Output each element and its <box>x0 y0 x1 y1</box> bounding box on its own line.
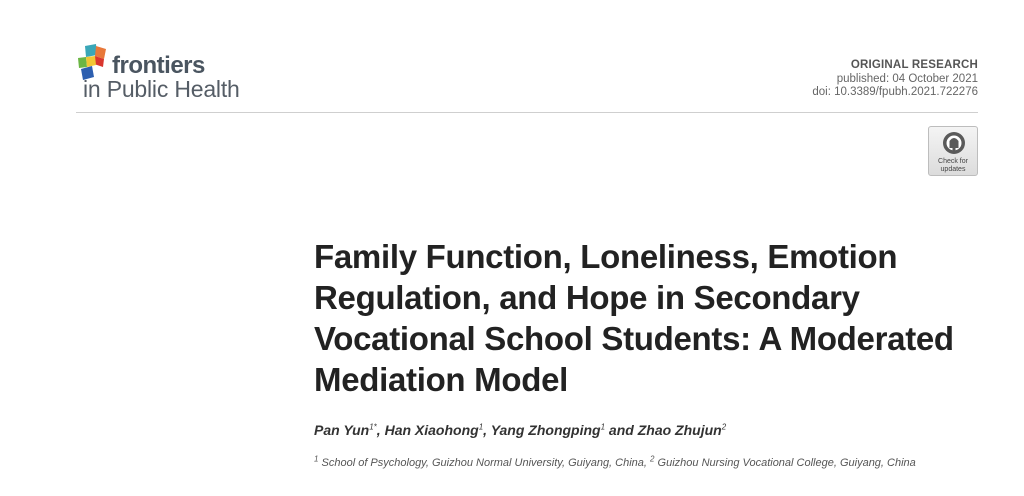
author-name[interactable]: Han Xiaohong <box>384 422 479 438</box>
author-affiliation-marker: 2 <box>721 422 727 432</box>
article-type: ORIGINAL RESEARCH <box>850 59 978 71</box>
author-name[interactable]: Pan Yun <box>314 422 370 438</box>
header-divider <box>76 112 978 113</box>
author-name[interactable]: Zhao Zhujun <box>637 422 722 438</box>
journal-brand: frontiers <box>112 52 205 79</box>
affiliation-text: School of Psychology, Guizhou Normal University, Guiyang, China, <box>318 457 651 469</box>
author-affiliation-marker: 1* <box>369 422 377 432</box>
author-list <box>314 422 1004 438</box>
article-title: Family Function, Loneliness, Emotion Regulation, and Hope in Secondary Vocational School Students: A Moderated Mediation Model <box>314 238 954 398</box>
affiliation-marker: 1 <box>314 454 319 464</box>
author-separator: , <box>483 422 491 438</box>
author-affiliation-marker: 1 <box>600 422 606 432</box>
author-separator: and <box>605 422 638 438</box>
affiliation-text: Guizhou Nursing Vocational College, Guiyang, China <box>654 457 916 469</box>
published-date: published: 04 October 2021 <box>836 72 978 85</box>
journal-logo[interactable] <box>76 44 316 104</box>
affiliation-marker: 2 <box>650 454 655 464</box>
doi[interactable]: doi: 10.3389/fpubh.2021.722276 <box>812 86 978 98</box>
check-for-updates-label: Check for updates <box>938 158 968 173</box>
check-for-updates-icon <box>942 131 966 155</box>
author-affiliation-marker: 1 <box>478 422 484 432</box>
author-name[interactable]: Yang Zhongping <box>490 422 601 438</box>
article-meta <box>812 59 978 100</box>
journal-name: in Public Health <box>83 76 240 102</box>
affiliations <box>314 454 1004 469</box>
author-separator: , <box>376 422 385 438</box>
check-for-updates-button[interactable] <box>928 126 978 176</box>
